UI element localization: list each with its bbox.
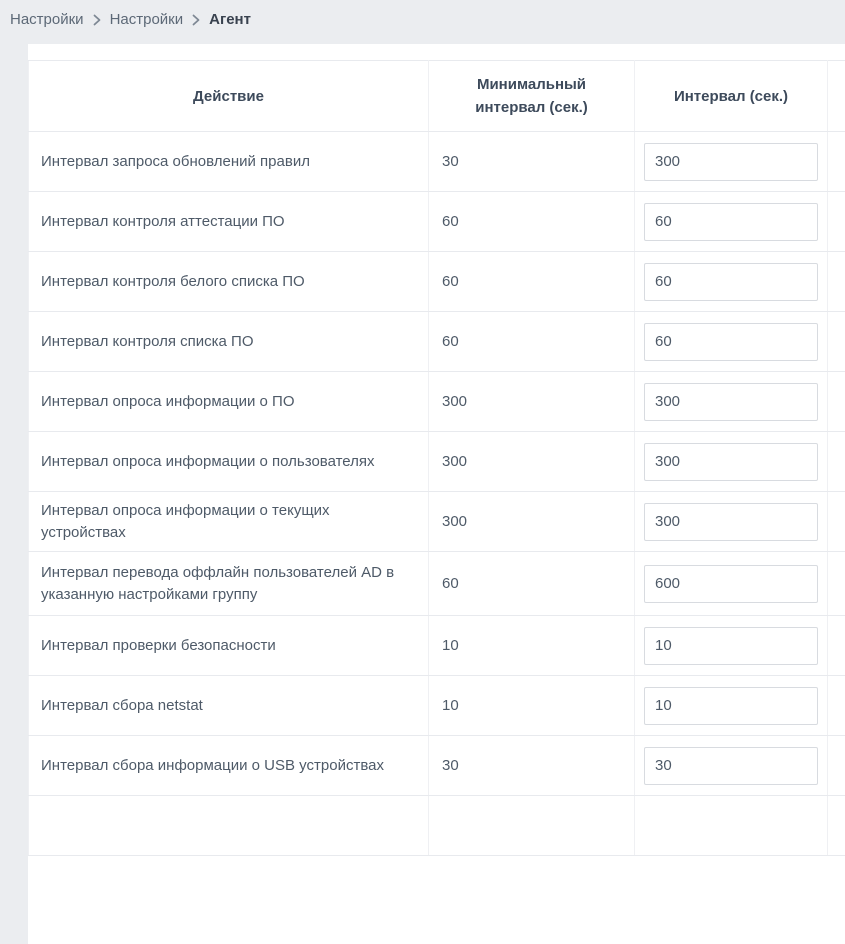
cutoff-cell bbox=[828, 372, 845, 432]
column-header-cutoff bbox=[828, 61, 845, 132]
cutoff-cell bbox=[828, 492, 845, 552]
cutoff-cell bbox=[828, 312, 845, 372]
column-header-interval: Интервал (сек.) bbox=[635, 61, 828, 132]
min-interval-value: 60 bbox=[429, 192, 635, 252]
min-interval-value: 10 bbox=[429, 676, 635, 736]
breadcrumb bbox=[10, 11, 251, 28]
table-row bbox=[29, 432, 845, 492]
agent-settings-table bbox=[28, 60, 845, 856]
column-header-min-interval: Минимальный интервал (сек.) bbox=[429, 61, 635, 132]
table-row bbox=[29, 616, 845, 676]
content-panel bbox=[28, 44, 845, 944]
action-label: Интервал проверки безопасности bbox=[29, 616, 429, 676]
min-interval-value: 30 bbox=[429, 736, 635, 796]
interval-input[interactable] bbox=[644, 323, 818, 361]
min-interval-value: 30 bbox=[429, 132, 635, 192]
interval-input[interactable] bbox=[644, 143, 818, 181]
interval-cell bbox=[635, 796, 828, 856]
cutoff-cell bbox=[828, 252, 845, 312]
interval-input[interactable] bbox=[644, 503, 818, 541]
interval-input[interactable] bbox=[644, 687, 818, 725]
breadcrumb-item-agent: Агент bbox=[209, 11, 251, 28]
chevron-right-icon bbox=[93, 14, 101, 26]
cutoff-cell bbox=[828, 432, 845, 492]
min-interval-value: 300 bbox=[429, 372, 635, 432]
table-row bbox=[29, 192, 845, 252]
action-label: Интервал контроля аттестации ПО bbox=[29, 192, 429, 252]
action-label: Интервал опроса информации о текущих устройствах bbox=[29, 492, 429, 552]
interval-input[interactable] bbox=[644, 203, 818, 241]
action-label: Интервал сбора netstat bbox=[29, 676, 429, 736]
table-row bbox=[29, 676, 845, 736]
cutoff-cell bbox=[828, 616, 845, 676]
action-label bbox=[29, 796, 429, 856]
action-label: Интервал контроля белого списка ПО bbox=[29, 252, 429, 312]
table-row bbox=[29, 372, 845, 432]
min-interval-value: 10 bbox=[429, 616, 635, 676]
table-row bbox=[29, 312, 845, 372]
action-label: Интервал контроля списка ПО bbox=[29, 312, 429, 372]
action-label: Интервал запроса обновлений правил bbox=[29, 132, 429, 192]
min-interval-value: 300 bbox=[429, 492, 635, 552]
chevron-right-icon bbox=[192, 14, 200, 26]
min-interval-value: 300 bbox=[429, 432, 635, 492]
interval-input[interactable] bbox=[644, 383, 818, 421]
interval-input[interactable] bbox=[644, 747, 818, 785]
breadcrumb-item-settings-1[interactable]: Настройки bbox=[10, 11, 84, 28]
table-header-row bbox=[29, 61, 845, 132]
column-header-action: Действие bbox=[29, 61, 429, 132]
table-row bbox=[29, 492, 845, 552]
table-row-partial bbox=[29, 796, 845, 856]
interval-input[interactable] bbox=[644, 443, 818, 481]
interval-input[interactable] bbox=[644, 627, 818, 665]
cutoff-cell bbox=[828, 796, 845, 856]
min-interval-value bbox=[429, 796, 635, 856]
action-label: Интервал сбора информации о USB устройствах bbox=[29, 736, 429, 796]
interval-input[interactable] bbox=[644, 565, 818, 603]
min-interval-value: 60 bbox=[429, 312, 635, 372]
table-row bbox=[29, 132, 845, 192]
cutoff-cell bbox=[828, 676, 845, 736]
cutoff-cell bbox=[828, 736, 845, 796]
cutoff-cell bbox=[828, 192, 845, 252]
table-row bbox=[29, 252, 845, 312]
action-label: Интервал опроса информации о ПО bbox=[29, 372, 429, 432]
cutoff-cell bbox=[828, 132, 845, 192]
action-label: Интервал опроса информации о пользователях bbox=[29, 432, 429, 492]
breadcrumb-item-settings-2[interactable]: Настройки bbox=[110, 11, 184, 28]
min-interval-value: 60 bbox=[429, 552, 635, 616]
table-row bbox=[29, 736, 845, 796]
table-row bbox=[29, 552, 845, 616]
action-label: Интервал перевода оффлайн пользователей AD в указанную настройками группу bbox=[29, 552, 429, 616]
interval-input[interactable] bbox=[644, 263, 818, 301]
min-interval-value: 60 bbox=[429, 252, 635, 312]
cutoff-cell bbox=[828, 552, 845, 616]
